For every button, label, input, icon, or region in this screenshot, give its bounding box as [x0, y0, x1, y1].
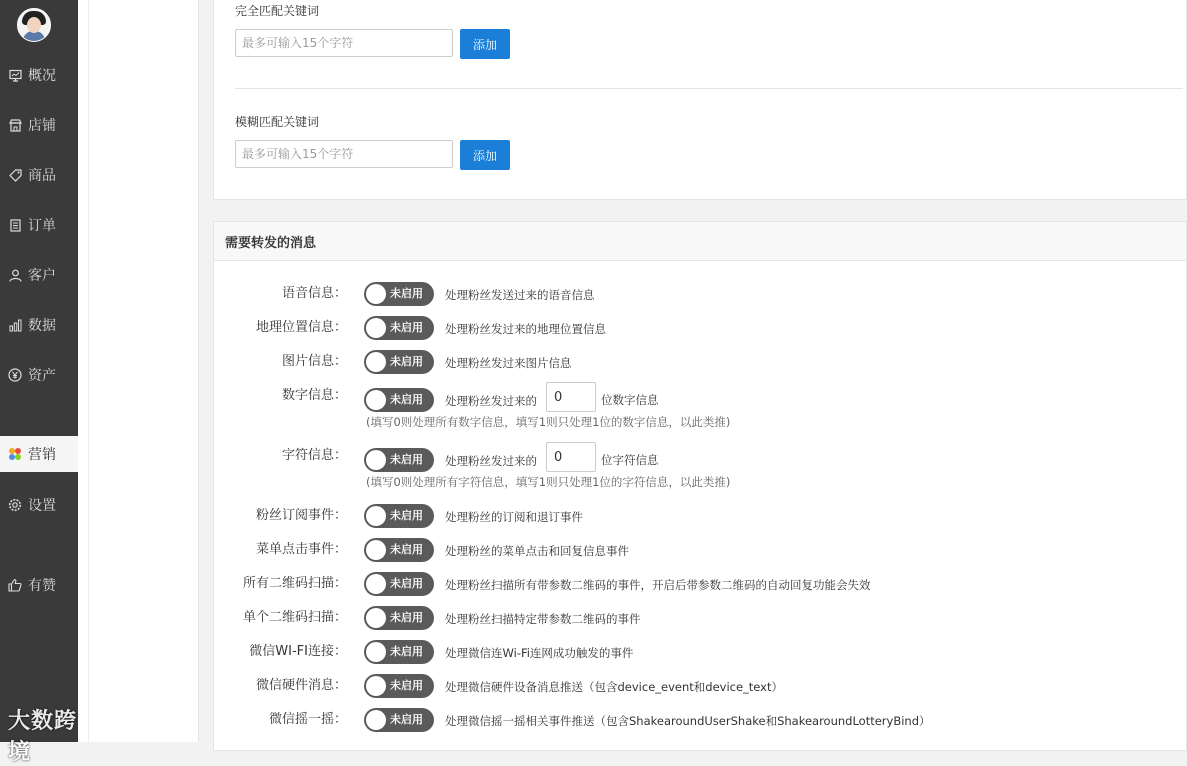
sidebar-item-marketing[interactable]	[0, 436, 78, 472]
row-label: 数字信息：	[281, 388, 347, 403]
bar-chart-icon	[8, 318, 22, 332]
list-icon	[8, 218, 22, 232]
subscribe-toggle[interactable]: 未启用	[364, 504, 434, 528]
row-label: 粉丝订阅事件：	[255, 508, 347, 523]
sidebar-item-label: 有赞	[28, 578, 56, 594]
image-toggle[interactable]: 未启用	[364, 350, 434, 374]
sidebar-item-settings[interactable]	[0, 487, 78, 523]
row-description: 处理粉丝的菜单点击和回复信息事件	[445, 544, 629, 558]
all-qrcode-toggle[interactable]: 未启用	[364, 572, 434, 596]
sidebar-item-label: 订单	[28, 218, 56, 234]
thumbs-up-icon	[8, 578, 22, 592]
row-label: 菜单点击事件：	[255, 542, 347, 557]
sidebar-item-orders[interactable]	[0, 207, 78, 243]
row-label: 地理位置信息：	[255, 320, 347, 335]
location-toggle[interactable]: 未启用	[364, 316, 434, 340]
divider	[235, 88, 1183, 89]
row-description: 处理粉丝扫描特定带参数二维码的事件	[445, 612, 641, 626]
sidebar-item-label: 店铺	[28, 118, 56, 134]
sidebar-item-label: 营销	[28, 447, 56, 463]
user-icon	[8, 268, 22, 282]
row-description: 处理微信摇一摇相关事件推送（包含ShakearoundUserShake和ShakearoundLotteryBind）	[445, 714, 931, 728]
tag-icon	[8, 168, 22, 182]
yen-icon	[8, 368, 22, 382]
row-description: 处理粉丝发过来的地理位置信息	[445, 322, 606, 336]
wifi-toggle[interactable]: 未启用	[364, 640, 434, 664]
row-description: 处理粉丝发过来的	[445, 454, 537, 468]
sidebar-item-store[interactable]	[0, 107, 78, 143]
sidebar-item-customers[interactable]	[0, 257, 78, 293]
forward-messages-card	[213, 221, 1187, 751]
add-fuzzy-keyword-button[interactable]: 添加	[460, 140, 510, 170]
sidebar-item-youzan[interactable]	[0, 567, 78, 603]
sidebar-item-label: 商品	[28, 168, 56, 184]
sidebar-item-label: 设置	[28, 498, 56, 514]
sidebar-item-assets[interactable]	[0, 357, 78, 393]
sidebar-item-label: 概况	[28, 68, 56, 84]
text-toggle[interactable]: 未启用	[364, 448, 434, 472]
sidebar-item-goods[interactable]	[0, 157, 78, 193]
keyword-card	[213, 0, 1187, 200]
row-description: 处理微信连Wi-Fi连网成功触发的事件	[445, 646, 634, 660]
sidebar-item-label: 数据	[28, 318, 56, 334]
exact-keyword-label: 完全匹配关键词	[235, 4, 320, 18]
row-label: 微信硬件消息：	[255, 678, 347, 693]
sidebar	[0, 0, 78, 765]
row-description-suffix: 位字符信息	[601, 453, 659, 467]
avatar[interactable]	[17, 8, 51, 42]
exact-keyword-input[interactable]	[235, 29, 453, 57]
main-content	[213, 0, 1187, 742]
row-description: 处理粉丝的订阅和退订事件	[445, 510, 583, 524]
sidebar-item-overview[interactable]	[0, 57, 78, 93]
store-icon	[8, 118, 22, 132]
flower-icon	[8, 447, 22, 461]
gear-icon	[8, 498, 22, 512]
row-label: 字符信息：	[281, 448, 347, 463]
row-description: 处理粉丝扫描所有带参数二维码的事件，开启后带参数二维码的自动回复功能会失效	[445, 578, 871, 592]
row-hint: (填写0则处理所有数字信息，填写1则只处理1位的数字信息，以此类推)	[366, 415, 731, 429]
add-exact-keyword-button[interactable]: 添加	[460, 29, 510, 59]
number-toggle[interactable]: 未启用	[364, 388, 434, 412]
fuzzy-keyword-label: 模糊匹配关键词	[235, 115, 320, 129]
single-qrcode-toggle[interactable]: 未启用	[364, 606, 434, 630]
row-description: 处理粉丝发送过来的语音信息	[445, 288, 595, 302]
fuzzy-keyword-input[interactable]	[235, 140, 453, 168]
watermark: 大数跨境	[8, 709, 78, 765]
menu-click-toggle[interactable]: 未启用	[364, 538, 434, 562]
row-description: 处理粉丝发过来的	[445, 394, 537, 408]
row-label: 语音信息：	[281, 286, 347, 301]
row-label: 所有二维码扫描：	[242, 576, 347, 591]
row-hint: (填写0则处理所有字符信息，填写1则只处理1位的字符信息，以此类推)	[366, 475, 731, 489]
shake-toggle[interactable]: 未启用	[364, 708, 434, 732]
row-description: 处理粉丝发过来图片信息	[445, 356, 572, 370]
hardware-toggle[interactable]: 未启用	[364, 674, 434, 698]
row-label: 微信WI-FI连接：	[249, 644, 347, 659]
voice-toggle[interactable]: 未启用	[364, 282, 434, 306]
row-label: 单个二维码扫描：	[242, 610, 347, 625]
sidebar-item-data[interactable]	[0, 307, 78, 343]
section-title: 需要转发的消息	[214, 222, 1186, 261]
sidebar-item-label: 客户	[28, 268, 56, 284]
text-length-input[interactable]	[546, 442, 596, 472]
sidebar-item-label: 资产	[28, 368, 56, 384]
row-description-suffix: 位数字信息	[601, 393, 659, 407]
number-digits-input[interactable]	[546, 382, 596, 412]
monitor-icon	[8, 68, 22, 82]
row-label: 图片信息：	[281, 354, 347, 369]
secondary-nav	[78, 0, 199, 742]
row-description: 处理微信硬件设备消息推送（包含device_event和device_text）	[445, 680, 783, 694]
row-label: 微信摇一摇：	[268, 712, 347, 727]
